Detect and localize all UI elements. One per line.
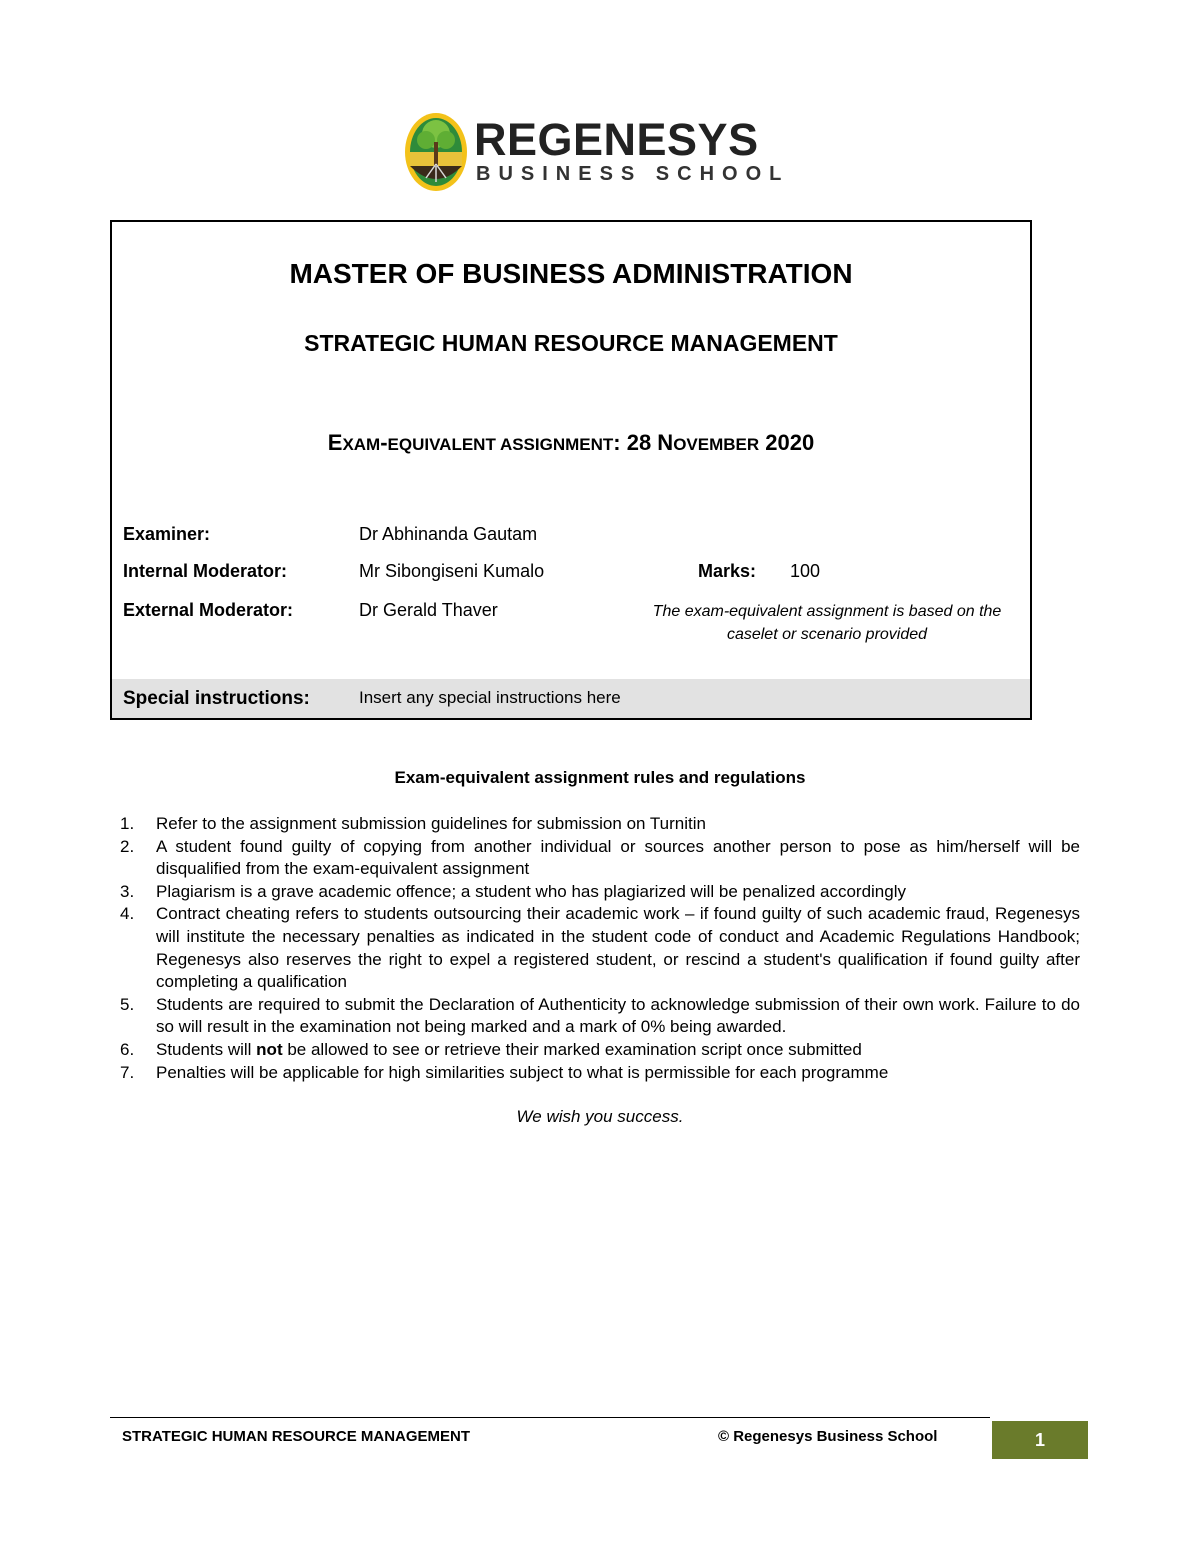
module-title: STRATEGIC HUMAN RESOURCE MANAGEMENT [304,330,838,356]
rule-number: 1. [120,814,135,833]
examiner-value: Dr Abhinanda Gautam [359,524,538,544]
exam-title-part: E [327,430,343,455]
rule-text [156,1040,862,1059]
exam-title-part: : 28 N [613,430,674,455]
rule-text: Penalties will be applicable for high similarities subject to what is permissible for each programme [156,1062,889,1082]
rule-text-post: be allowed to see or retrieve their marked examination script once submitted [282,1039,862,1059]
special-instructions-value: Insert any special instructions here [359,688,621,707]
marks-value: 100 [790,561,821,581]
internal-moderator-value: Mr Sibongiseni Kumalo [359,561,545,581]
external-moderator-label: External Moderator: [123,600,294,620]
marks-label: Marks: [698,561,757,581]
rule-text: Students are required to submit the Declaration of Authenticity to acknowledge submission of their own work. Failure to do so will result in the examination not being marked and a mark of 0% being awarded. [156,994,1080,1037]
external-moderator-value: Dr Gerald Thaver [359,600,498,620]
special-instructions-row [112,679,1030,718]
exam-title [112,430,1030,456]
rule-item [120,1039,1080,1062]
closing-message: We wish you success. [516,1107,684,1126]
footer-divider [110,1417,990,1418]
rule-text: Refer to the assignment submission guidelines for submission on Turnitin [156,814,706,833]
rule-text-emphasis: not [256,1039,283,1059]
rule-item [120,994,1080,1039]
rule-number: 6. [120,1039,135,1059]
rule-text: Contract cheating refers to students outsourcing their academic work – if found guilty of such academic fraud, Regenesys will institute the necessary penalties as indicated in the student code of conduct and Academic Regulations Handbook; Regenesys also reserves the right to expel a registered student, or rescind a student's qualification if found guilty after completing a qualification [156,904,1080,992]
rule-item [120,813,1080,836]
rule-item [120,881,1080,904]
footer-module: STRATEGIC HUMAN RESOURCE MANAGEMENT [122,1428,471,1445]
exam-title-part: 2020 [759,430,815,455]
rule-item [120,903,1080,993]
assignment-note: The exam-equivalent assignment is based on the caselet or scenario provided [652,603,1002,643]
degree-title: MASTER OF BUSINESS ADMINISTRATION [289,258,853,289]
exam-title-part: - [380,430,388,455]
internal-moderator-label: Internal Moderator: [123,561,288,581]
rule-number: 3. [120,881,135,901]
exam-title-part: XAM [342,435,381,454]
rule-number: 4. [120,904,135,924]
exam-title-part: EQUIVALENT ASSIGNMENT [387,435,614,454]
rule-text: A student found guilty of copying from another individual or sources another person to pose as him/herself will be disqualified from the exam-equivalent assignment [156,836,1080,879]
rule-number: 2. [120,836,135,856]
school-logo [404,112,794,192]
tree-emblem-icon [404,112,468,192]
exam-title-part: OVEMBER [673,435,760,454]
rule-number: 5. [120,994,135,1014]
rule-text-pre: Students will [156,1039,257,1059]
page-number: 1 [992,1421,1088,1459]
logo-name: REGENESYS [474,114,759,165]
rule-number: 7. [120,1062,135,1082]
logo-subtitle: BUSINESS SCHOOL [476,163,790,185]
rule-item [120,1062,1080,1085]
footer-copyright: © Regenesys Business School [718,1428,938,1445]
rules-list [120,813,1080,1084]
cover-box [110,220,1032,720]
rules-title: Exam-equivalent assignment rules and regulations [394,768,806,787]
rule-item [120,836,1080,881]
examiner-label: Examiner: [123,524,211,544]
special-instructions-label: Special instructions: [123,688,310,709]
rule-text: Plagiarism is a grave academic offence; a student who has plagiarized will be penalized accordingly [156,881,906,901]
